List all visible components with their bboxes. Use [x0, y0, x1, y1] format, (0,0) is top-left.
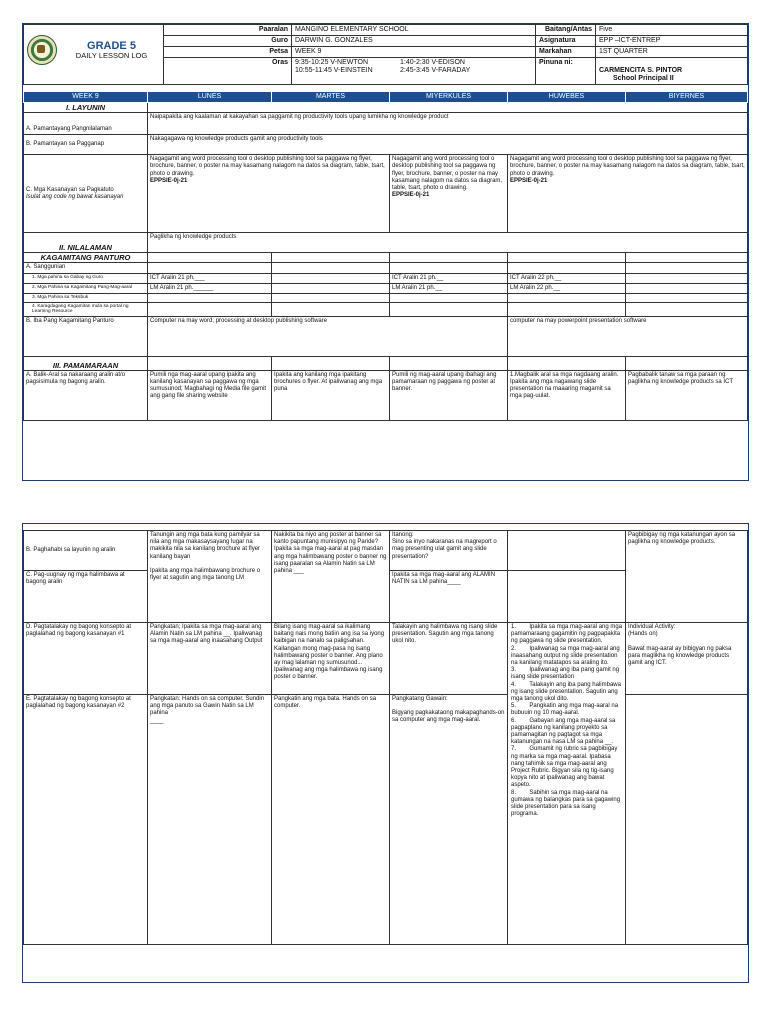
section-nilalaman: II. NILALAMAN: [24, 233, 148, 253]
ref-kagamitang-pang-mag-aaral: 2. Mga Pahina sa Kagamitang Pang-Mag-aaral: [24, 283, 148, 293]
balik-aral-miyerkules: Pumili ng mag-aaral upang ibahagi ang pamamaraan ng paggawa ng poster at banner.: [390, 370, 508, 420]
day-huwebes: HUWEBES: [508, 92, 626, 103]
iba-pang-kagamitan-lunes: Computer na may word, processing at desktop publishing software: [148, 316, 508, 356]
nilalaman-text: Paglikha ng knowledge products: [148, 233, 748, 253]
baitang-label: Baitang/Antas: [536, 25, 596, 36]
asignatura-value: EPP –ICT-ENTREP: [596, 36, 748, 47]
day-martes: MARTES: [272, 92, 390, 103]
day-lunes: LUNES: [148, 92, 272, 103]
asignatura-label: Asignatura: [536, 36, 596, 47]
markahan-label: Markahan: [536, 47, 596, 58]
pagtatalakay-2-lunes: [148, 695, 272, 945]
paghahabi-lunes: [148, 531, 272, 623]
ref-karagdagang-kagamitan: 4. Karagdagang Kagamitan mula sa portal ng Learning Resource: [24, 302, 148, 316]
ref-gabay-guro: 1. Mga pahina sa Gabay ng Guro: [24, 273, 148, 283]
pagtatalakay-huwebes: 1. Ipakita sa mga mag-aaral ang mga pamamaraang gagamitin ng pagpapakita ng paggawa ng slide presentation. 2. Ipaliwanag sa mga mag-aaral ang inaasahang output ng slide presentation na kanilang matatapos sa araling ito. 3. Ipaliwanag ang iba pang gamit ng isang slide presentation 4. Talakayin ang iba pang halimbawa ng isang slide presentation. Sagutin ang mga tanong ukol dito. 5. Pangkatin ang mga mag-aaral na bubuuin ng 10 mag-aaral. 6. Gabayan ang mga mag-aaral sa pagpaplano ng kanilang proyekto sa pamamagitan ng pagtagot sa mga katanungan na nasa LM sa pahina __. 7. Gumamit ng rubric sa pagbibigay ng marka sa mga mag-aaral. Ipabasa nang tahimik sa mga mag-aaral ang Project Rubric. Bigyan sila ng tig-isang kopya nito at ipaliwanag ang bawat aspeto. 8. Sabihin sa mga mag-aaral na gumawa ng balangkas para sa gagawing slide presentation para sa isang programa.: [508, 623, 626, 945]
lesson-log-page-1: [22, 23, 749, 481]
pagtatalakay-1-lunes: Pangkatan; Ipakita sa mga mag-aaral ang Alamin Natin sa LM pahina __. Ipaliwanag sa mga mag-aaral ang inaasahang Output: [148, 623, 272, 695]
oras-slot-1: 9:35-10:25 V-NEWTON: [295, 59, 369, 66]
sanggunian-label: A. Sanggunian: [24, 263, 148, 273]
pamantayang-pangnilalaman-label: A. Pamantayang Pangnilalaman: [24, 113, 148, 135]
principal-cell: [596, 58, 748, 85]
guro-label: Guro: [164, 36, 292, 47]
lm-ref-huwebes: LM Aralin 22 ph.__: [508, 283, 626, 293]
paghahabi-lunes-text-2: Ipakita ang mga halimbawang brochure o flyer at sagutin ang mga tanong LM: [150, 567, 261, 582]
header-table: [23, 24, 748, 85]
paghahabi-biyernes: Pagbibigay ng mga katanungan ayon sa paglikha ng knowledge products.: [626, 531, 748, 623]
ict-ref-lunes: ICT Aralin 21 ph.___: [148, 273, 272, 283]
paghahabi-miyerkules-text-2: Sino sa inyo nakaranas na magreport o mag presenting ulat gamit ang slide presentation?: [392, 539, 497, 560]
paghahabi-martes-text: Nakikita ba niyo ang poster at banner sa kanto papuntang munisipyo ng Paride?: [274, 532, 382, 546]
pamantayan-pagganap-text: Nakagagawa ng knowledge products gamit ang productivity tools: [148, 135, 748, 155]
pagtatalakay-2-miyerkules-text-2: Bigyang pagkakataong makapaghands-on sa computer ang mga mag-aaral.: [392, 710, 505, 724]
balik-aral-martes: Ipakita ang kanilang mga ipakitang brochures o flyer. At ipaliwanag ang mga puna: [272, 370, 390, 420]
petsa-label: Petsa: [164, 47, 292, 58]
kasanayan-code-miyerkules: EPPSIE-0j-21: [392, 192, 430, 199]
kasanayan-text-miyerkules: Nagagamit ang word processing tool o desktop publishing tool sa paggawa ng flyer, brochure, banner, o poster na may kasamang nalagom na datos sa diagram, table, tsart, photo o drawing.: [392, 156, 503, 192]
pag-uugnay-miyerkules: Ipakita sa mga mag-aaral ang ALAMIN NATIN sa LM pahina____: [390, 571, 508, 623]
lesson-table-1: [23, 91, 748, 421]
day-header-row: [24, 92, 748, 103]
pamantayan-pagganap-label: B. Pamantayan sa Pagganap: [24, 135, 148, 155]
grade-header-cell: [24, 25, 164, 85]
paghahabi-martes-text-2: Ipakita sa mga mag-aaral at pag masdan ang mga halimbawang poster o banner ng isang paaralan sa Alamin Natin sa LM pahina ___: [274, 546, 387, 575]
pagtatalakay-1-label: D. Pagtatalakay ng bagong konsepto at paglalahad ng bagong kasanayan #1: [24, 623, 148, 695]
kasanayan-label-cell: [24, 155, 148, 233]
paaralan-value: MANGINO ELEMENTARY SCHOOL: [292, 25, 536, 36]
lesson-log-page-2: [22, 523, 749, 983]
pagtatalakay-1-martes: Bilang isang mag-aaral sa ikalimang baitang nais mong batiin ang isa sa iyong kaibigan na nanalo sa paligsahan. Kailangan mong mag-pasa ng isang halimbawang poster o banner. Ang plano ay mag lalaman ng sumusunod... Ipaliwanag ang mga halimbawa ng isang poster o banner.: [272, 623, 390, 695]
kasanayan-label: C. Mga Kasanayan sa Pagkatuto: [26, 186, 114, 193]
iba-pang-kagamitan-label: B. Iba Pang Kagamitang Panturo: [24, 316, 148, 356]
lesson-table-2: [23, 530, 748, 945]
pagtatalakay-1-biyernes: Individual Activity: (Hands on) Bawat mag-aaral ay bibigyan ng paksa para maglikha ng knowledge products gamit ang ICT.: [626, 623, 748, 695]
oras-slot-3: 10:55-11:45 V-EINSTEIN: [295, 67, 373, 74]
principal-title: School Principal II: [613, 75, 674, 82]
pagtatalakay-2-label: E. Pagtatalakay ng bagong konsepto at paglalahad ng bagong kasanayan #2: [24, 695, 148, 945]
ref-teksbuk: 3. Mga Pahina sa Teksbuk: [24, 294, 148, 303]
ict-ref-huwebes: ICT Aralin 22 ph.__: [508, 273, 626, 283]
petsa-value: WEEK 9: [292, 47, 536, 58]
balik-aral-lunes: Pumili nga mag-aaral upang ipakita ang kanilang kasanayan sa paggawa ng mga sumusunod; Magbahagi ng Media file gamit ang gang file sharing website: [148, 370, 272, 420]
kasanayan-code-lunes: EPPSIE-0j-21: [150, 177, 188, 184]
day-miyerkules: MIYERKULES: [390, 92, 508, 103]
pagtatalakay-2-miyerkules: [390, 695, 508, 945]
kasanayan-sublabel: Isulat ang code ng bawat kasanayan: [26, 193, 124, 200]
oras-value: [292, 58, 536, 85]
section-kagamitang-panturo: KAGAMITANG PANTURO: [24, 253, 148, 263]
page-gap: [0, 481, 768, 523]
baitang-value: Five: [596, 25, 748, 36]
pagtatalakay-2-martes: Pangkatin ang mga bata. Hands on sa computer.: [272, 695, 390, 945]
section-pamamaraan: III. PAMAMARAAN: [24, 356, 148, 370]
kasanayan-lunes: [148, 155, 390, 233]
kasanayan-text-huwebes: Nagagamit ang word processing tool o desktop publishing tool sa paggawa ng flyer, brochure, banner, o poster na may kasamang nalagom na datos sa diagram, table, tsart, photo o drawing.: [510, 156, 745, 177]
lm-ref-lunes: LM Aralin 21 ph.______: [148, 283, 272, 293]
lm-ref-miyerkules: LM Aralin 21 ph.__: [390, 283, 508, 293]
pamantayang-pangnilalaman-text: Naipapakita ang kaalaman at kakayahan sa paggamit ng productivity tools upang lumikha ng knowledge product: [148, 113, 748, 135]
grade-title: GRADE 5: [87, 40, 136, 52]
deped-seal-icon: [27, 35, 57, 65]
paaralan-label: Paaralan: [164, 25, 292, 36]
paghahabi-miyerkules: [390, 531, 508, 571]
pinuna-label: Pinuna ni:: [536, 58, 596, 85]
guro-value: DARWIN G. GONZALES: [292, 36, 536, 47]
kasanayan-code-huwebes: EPPSIE-0j-21: [510, 177, 548, 184]
balik-aral-label: A. Balik-Aral sa nakaraang aralin at/o pagsisimula ng bagong aralin.: [24, 370, 148, 420]
balik-aral-biyernes: Pagbabalik tanaw sa mga paraan ng paglikha ng knowledge products sa ICT: [626, 370, 748, 420]
day-biyernes: BIYERNES: [626, 92, 748, 103]
pagtatalakay-2-miyerkules-text: Pangkatang Gawain:: [392, 696, 448, 702]
oras-slot-2: 1:40-2:30 V-EDISON: [400, 59, 465, 66]
paghahabi-label: B. Paghahabi sa layunin ng aralin: [24, 531, 148, 571]
oras-slot-4: 2:45-3:45 V-FARADAY: [400, 67, 471, 74]
pagtatalakay-1-miyerkules: Talakayin ang halimbawa ng isang slide presentation. Sagutin ang mga tanong ukol nito.: [390, 623, 508, 695]
section-layunin: I. LAYUNIN: [24, 103, 148, 113]
principal-name: CARMENCITA S. PINTOR: [599, 67, 683, 74]
iba-pang-kagamitan-huwebes: computer na may powerpoint presentation software: [508, 316, 748, 356]
pag-uugnay-label: C. Pag-uugnay ng mga halimbawa at bagong aralin: [24, 571, 148, 623]
kasanayan-text-lunes: Nagagamit ang word processing tool o desktop publishing tool sa paggawa ng flyer, brochure, banner, o poster na may kasamang nalagom na datos sa diagram, table, tsart, photo o drawing.: [150, 156, 385, 177]
oras-label: Oras: [164, 58, 292, 85]
paghahabi-martes: [272, 531, 390, 623]
pagtatalakay-2-lunes-blank: ____: [150, 717, 164, 724]
log-title: DAILY LESSON LOG: [75, 51, 148, 60]
paghahabi-lunes-text: Tanungin ang mga bata kung pamilyar sa nila ang mga makasaysayang lugar na makikita nila sa kanilang brochure at flyer kanilang bayan: [150, 532, 261, 560]
markahan-value: 1ST QUARTER: [596, 47, 748, 58]
kasanayan-miyerkules: [390, 155, 508, 233]
pagtatalakay-2-lunes-text: Pangkatan: Hands on sa computer. Sundin ang mga panuto sa Gawin Natin sa LM pahina: [150, 696, 265, 717]
paghahabi-miyerkules-text: Itanong:: [392, 532, 414, 538]
balik-aral-huwebes: 1.Magbalik aral sa mga nagdaang aralin. Ipakita ang mga nagawang slide presentation na maaaring magamit sa mga pag-uulat.: [508, 370, 626, 420]
ict-ref-miyerkules: ICT Aralin 21 ph.__: [390, 273, 508, 283]
week-header: WEEK 9: [24, 92, 148, 103]
kasanayan-huwebes: [508, 155, 748, 233]
